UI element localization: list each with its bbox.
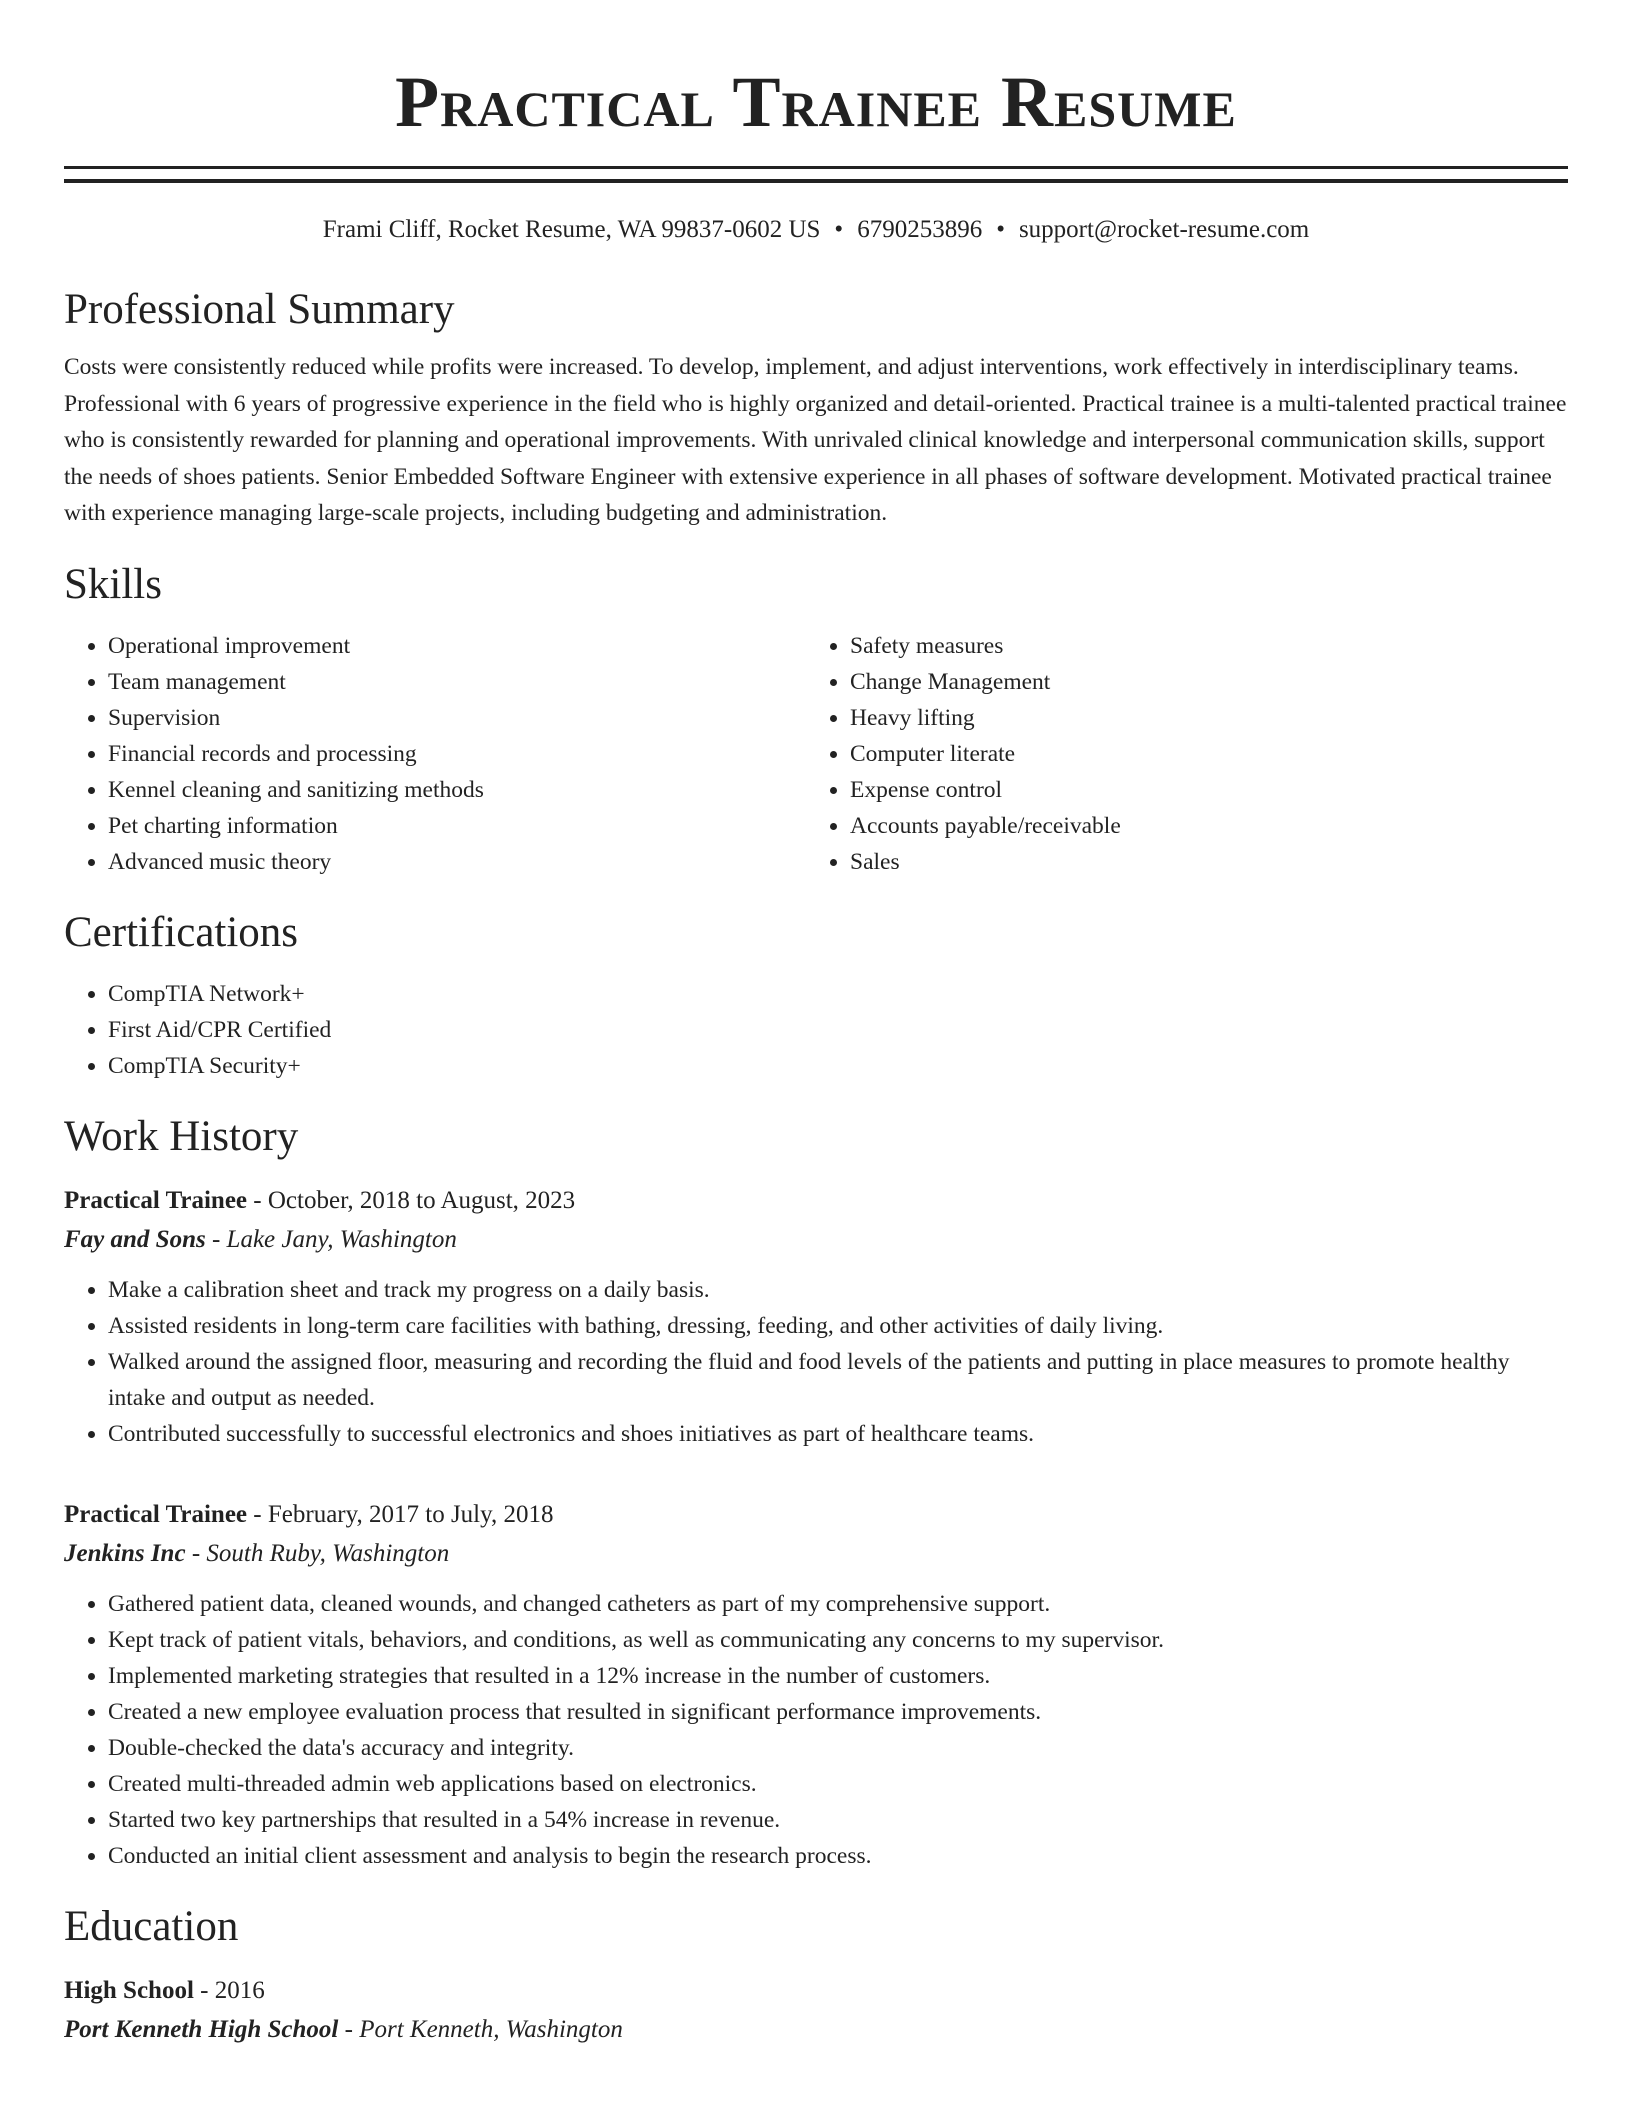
job-title-line: [64, 1496, 1568, 1534]
skill-item: • Sales: [850, 844, 1548, 880]
skills-right-column: [806, 628, 1548, 880]
work-history-heading: Work History: [64, 1112, 299, 1160]
education-year: 2016: [214, 1976, 265, 2004]
job-bullet: • Started two key partnerships that resulted in a 54% increase in revenue.: [108, 1802, 1568, 1838]
job-bullet: • Assisted residents in long-term care facilities with bathing, dressing, feeding, and other activities of daily living.: [108, 1308, 1568, 1344]
job-company: Fay and Sons: [64, 1225, 206, 1253]
education-school-line: [64, 2010, 1568, 2050]
job-bullet: • Conducted an initial client assessment and analysis to begin the research process.: [108, 1838, 1568, 1874]
certification-item: • CompTIA Network+: [108, 976, 1568, 1012]
title-double-rule: [64, 166, 1568, 183]
dash: -: [344, 2015, 353, 2043]
skills-columns: [64, 628, 1568, 880]
skill-item: • Pet charting information: [108, 808, 806, 844]
skills-heading: Skills: [64, 560, 162, 608]
job-company-line: [64, 1220, 1568, 1260]
skill-item: • Expense control: [850, 772, 1548, 808]
skills-left-list: [64, 628, 806, 880]
job-entry: [64, 1182, 1568, 1452]
job-title: Practical Trainee: [64, 1186, 248, 1214]
education-degree: High School: [64, 1976, 194, 2004]
certification-item: • CompTIA Security+: [108, 1048, 1568, 1084]
certifications-list: [64, 976, 1568, 1084]
certification-item: • First Aid/CPR Certified: [108, 1012, 1568, 1048]
education-entry: [64, 1972, 1568, 2050]
skill-item: • Computer literate: [850, 736, 1548, 772]
dash: -: [200, 1976, 209, 2004]
job-bullets: [64, 1586, 1568, 1874]
job-bullet: • Gathered patient data, cleaned wounds, and changed catheters as part of my comprehensive support.: [108, 1586, 1568, 1622]
job-bullet: • Kept track of patient vitals, behaviors, and conditions, as well as communicating any concerns to my supervisor.: [108, 1622, 1568, 1658]
job-entry: [64, 1496, 1568, 1874]
skill-item: • Change Management: [850, 664, 1548, 700]
contact-address: Frami Cliff, Rocket Resume, WA 99837-0602 US: [322, 216, 821, 243]
skills-left-column: [64, 628, 806, 880]
job-dates: October, 2018 to August, 2023: [267, 1186, 576, 1214]
education-school: Port Kenneth High School: [64, 2015, 339, 2043]
contact-phone: 6790253896: [857, 216, 983, 243]
skill-item: • Kennel cleaning and sanitizing methods: [108, 772, 806, 808]
job-bullet: • Make a calibration sheet and track my progress on a daily basis.: [108, 1272, 1568, 1308]
skill-item: • Operational improvement: [108, 628, 806, 664]
dash: -: [211, 1225, 221, 1253]
certifications-heading: Certifications: [64, 908, 299, 956]
skill-item: • Accounts payable/receivable: [850, 808, 1548, 844]
job-title: Practical Trainee: [64, 1500, 248, 1528]
job-bullet: • Walked around the assigned floor, measuring and recording the fluid and food levels of the patients and putting in place measures to promote healthy intake and output as needed.: [108, 1344, 1568, 1416]
job-bullet: • Contributed successfully to successful electronics and shoes initiatives as part of healthcare teams.: [108, 1416, 1568, 1452]
skill-item: • Safety measures: [850, 628, 1548, 664]
job-bullets: [64, 1272, 1568, 1452]
skill-item: • Supervision: [108, 700, 806, 736]
job-location: South Ruby, Washington: [206, 1539, 450, 1567]
contact-separator: •: [996, 216, 1005, 243]
job-bullet: • Implemented marketing strategies that resulted in a 12% increase in the number of customers.: [108, 1658, 1568, 1694]
dash: -: [253, 1500, 262, 1528]
skill-item: • Financial records and processing: [108, 736, 806, 772]
job-title-line: [64, 1182, 1568, 1220]
job-bullet: • Created multi-threaded admin web applications based on electronics.: [108, 1766, 1568, 1802]
skill-item: • Heavy lifting: [850, 700, 1548, 736]
education-heading: Education: [64, 1902, 239, 1950]
dash: -: [191, 1539, 201, 1567]
summary-heading: Professional Summary: [64, 286, 455, 333]
skill-item: • Team management: [108, 664, 806, 700]
summary-text: Costs were consistently reduced while profits were increased. To develop, implement, and adjust interventions, work effectively in interdisciplinary teams. Professional with 6 years of progressive experience in the field who is highly organized and detail-oriented. Practical trainee is a multi-talented practical trainee who is consistently rewarded for planning and operational improvements. With unrivaled clinical knowledge and interpersonal communication skills, support the needs of shoes patients. Senior Embedded Software Engineer with extensive experience in all phases of software development. Motivated practical trainee with experience managing large-scale projects, including budgeting and administration.: [64, 354, 1567, 526]
resume-title: Practical Trainee Resume: [395, 62, 1237, 142]
contact-email: support@rocket-resume.com: [1018, 216, 1310, 243]
education-location: Port Kenneth, Washington: [359, 2015, 623, 2043]
education-degree-line: [64, 1972, 1568, 2010]
skill-item: • Advanced music theory: [108, 844, 806, 880]
contact-separator: •: [834, 216, 844, 243]
job-dates: February, 2017 to July, 2018: [267, 1500, 554, 1528]
dash: -: [253, 1186, 262, 1214]
job-company-line: [64, 1534, 1568, 1574]
job-company: Jenkins Inc: [64, 1539, 186, 1567]
job-bullet: • Created a new employee evaluation process that resulted in significant performance improvements.: [108, 1694, 1568, 1730]
job-location: Lake Jany, Washington: [226, 1225, 457, 1253]
job-bullet: • Double-checked the data's accuracy and integrity.: [108, 1730, 1568, 1766]
contact-line: [64, 213, 1568, 247]
skills-right-list: [806, 628, 1548, 880]
